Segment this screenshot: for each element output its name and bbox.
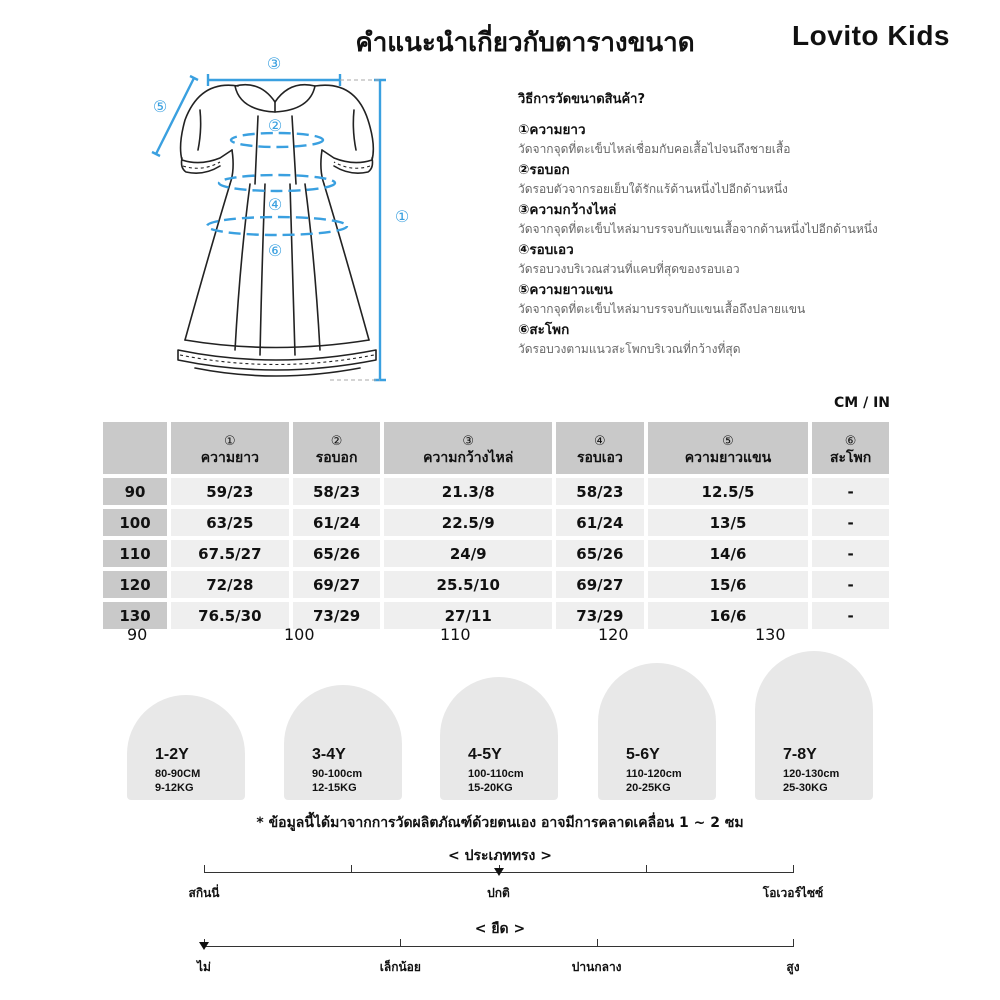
card-age: 3-4Y xyxy=(312,746,346,763)
guide-item-desc: วัดจากจุดที่ตะเข็บไหล่เชื่อมกับคอเสื้อไปจนถึงชายเสื้อ xyxy=(518,142,791,156)
guide-item-desc: วัดรอบตัวจากรอยเย็บใต้รักแร้ด้านหนึ่งไปอีกด้านหนึ่ง xyxy=(518,182,788,196)
table-row xyxy=(103,540,889,567)
card-size-number: 120 xyxy=(598,625,629,644)
table-cell: 67.5/27 xyxy=(171,540,289,567)
table-cell: 73/29 xyxy=(556,602,644,629)
card-weight: 15-20KG xyxy=(468,782,513,794)
brand-logo: Lovito Kids xyxy=(792,20,950,51)
scale-line xyxy=(204,946,793,947)
row-size-label: 120 xyxy=(103,571,167,598)
row-size-label: 90 xyxy=(103,478,167,505)
size-card xyxy=(598,625,716,800)
guide-item-title: ①ความยาว xyxy=(518,122,586,138)
card-age: 5-6Y xyxy=(626,746,660,763)
table-cell: 76.5/30 xyxy=(171,602,289,629)
table-cell: 15/6 xyxy=(648,571,809,598)
card-weight: 12-15KG xyxy=(312,782,357,794)
marker-6: ⑥ xyxy=(267,241,283,260)
scale-label: โอเวอร์ไซซ์ xyxy=(762,886,824,900)
size-table xyxy=(99,418,893,633)
card-shape xyxy=(440,677,558,800)
card-height: 90-100cm xyxy=(312,768,363,780)
size-card xyxy=(755,625,873,800)
disclaimer-note: * ข้อมูลนี้ได้มาจากการวัดผลิตภัณฑ์ด้วยตนเอง อาจมีการคลาดเคลื่อน 1 ~ 2 ซม xyxy=(256,815,744,831)
table-cell: - xyxy=(812,571,889,598)
table-cell: 73/29 xyxy=(293,602,381,629)
card-weight: 20-25KG xyxy=(626,782,671,794)
scale-tick xyxy=(351,865,352,873)
card-size-number: 90 xyxy=(127,625,148,644)
card-size-number: 110 xyxy=(440,625,471,644)
table-cell: - xyxy=(812,540,889,567)
table-cell: 69/27 xyxy=(556,571,644,598)
scale-tick xyxy=(400,939,401,947)
column-header: ⑥ สะโพก xyxy=(812,422,889,474)
table-cell: 69/27 xyxy=(293,571,381,598)
guide-item xyxy=(518,281,958,318)
guide-item xyxy=(518,161,958,198)
table-cell: 16/6 xyxy=(648,602,809,629)
table-cell: 63/25 xyxy=(171,509,289,536)
guide-item-title: ⑤ความยาวแขน xyxy=(518,282,613,298)
guide-item xyxy=(518,321,958,358)
measurement-guide xyxy=(518,88,958,361)
table-cell: - xyxy=(812,478,889,505)
unit-label: CM / IN xyxy=(834,395,890,411)
scale-label: ปานกลาง xyxy=(571,960,622,974)
card-weight: 25-30KG xyxy=(783,782,828,794)
column-header: ① ความยาว xyxy=(171,422,289,474)
guide-item-desc: วัดรอบวงบริเวณส่วนที่แคบที่สุดของรอบเอว xyxy=(518,262,740,276)
fit-scale-title: < ประเภททรง > xyxy=(448,848,552,864)
table-corner xyxy=(103,422,167,474)
card-age: 4-5Y xyxy=(468,746,502,763)
scale-tick xyxy=(204,865,205,873)
card-shape xyxy=(127,695,245,800)
table-cell: 61/24 xyxy=(556,509,644,536)
guide-item xyxy=(518,121,958,158)
column-header: ⑤ ความยาวแขน xyxy=(648,422,809,474)
scale-tick xyxy=(646,865,647,873)
page-title: คำแนะนำเกี่ยวกับตารางขนาด xyxy=(355,28,695,58)
scale-label: ปกติ xyxy=(487,886,510,900)
guide-item-desc: วัดจากจุดที่ตะเข็บไหล่มาบรรจบกับแขนเสื้อถึงปลายแขน xyxy=(518,302,806,316)
card-shape xyxy=(284,685,402,800)
scale-selected-marker xyxy=(494,868,504,876)
card-height: 120-130cm xyxy=(783,768,840,780)
table-cell: 14/6 xyxy=(648,540,809,567)
dress-diagram xyxy=(140,50,430,390)
scale-tick xyxy=(793,865,794,873)
card-height: 110-120cm xyxy=(626,768,682,780)
table-cell: 12.5/5 xyxy=(648,478,809,505)
column-header: ② รอบอก xyxy=(293,422,381,474)
stretch-scale-title: < ยืด > xyxy=(474,921,526,937)
guide-question: วิธีการวัดขนาดสินค้า? xyxy=(518,92,646,107)
table-cell: 65/26 xyxy=(556,540,644,567)
card-size-number: 100 xyxy=(284,625,315,644)
scale-label: ไม่ xyxy=(197,960,211,974)
table-row xyxy=(103,571,889,598)
row-size-label: 130 xyxy=(103,602,167,629)
row-size-label: 110 xyxy=(103,540,167,567)
card-height: 80-90CM xyxy=(155,768,201,780)
table-cell: 13/5 xyxy=(648,509,809,536)
table-cell: 58/23 xyxy=(556,478,644,505)
marker-2: ② xyxy=(267,116,283,135)
marker-3: ③ xyxy=(266,54,282,73)
table-row xyxy=(103,509,889,536)
table-cell: 25.5/10 xyxy=(384,571,552,598)
scale-label: สูง xyxy=(786,960,800,974)
table-cell: 65/26 xyxy=(293,540,381,567)
size-card xyxy=(127,625,245,800)
card-size-number: 130 xyxy=(755,625,786,644)
table-cell: 24/9 xyxy=(384,540,552,567)
guide-item xyxy=(518,201,958,238)
guide-item-title: ③ความกว้างไหล่ xyxy=(518,202,617,218)
guide-item-title: ⑥สะโพก xyxy=(518,322,570,338)
size-card xyxy=(440,625,558,800)
guide-item-desc: วัดจากจุดที่ตะเข็บไหล่มาบรรจบกับแขนเสื้อจากด้านหนึ่งไปอีกด้านหนึ่ง xyxy=(518,222,878,236)
marker-1: ① xyxy=(394,207,410,226)
card-age: 1-2Y xyxy=(155,746,189,763)
guide-item-desc: วัดรอบวงตามแนวสะโพกบริเวณที่กว้างที่สุด xyxy=(518,342,741,356)
column-header: ③ ความกว้างไหล่ xyxy=(384,422,552,474)
table-cell: 21.3/8 xyxy=(384,478,552,505)
size-cards xyxy=(0,625,1000,805)
table-cell: 27/11 xyxy=(384,602,552,629)
card-age: 7-8Y xyxy=(783,746,817,763)
scale-selected-marker xyxy=(199,942,209,950)
table-header-row xyxy=(103,422,889,474)
table-cell: 59/23 xyxy=(171,478,289,505)
card-shape xyxy=(755,651,873,800)
scale-tick xyxy=(597,939,598,947)
marker-5: ⑤ xyxy=(152,97,168,116)
guide-item-title: ④รอบเอว xyxy=(518,242,574,258)
card-weight: 9-12KG xyxy=(155,782,194,794)
card-shape xyxy=(598,663,716,800)
row-size-label: 100 xyxy=(103,509,167,536)
scale-tick xyxy=(793,939,794,947)
table-cell: 72/28 xyxy=(171,571,289,598)
column-header: ④ รอบเอว xyxy=(556,422,644,474)
card-height: 100-110cm xyxy=(468,768,524,780)
table-cell: 58/23 xyxy=(293,478,381,505)
dress-illustration xyxy=(140,50,430,390)
table-cell: - xyxy=(812,602,889,629)
table-cell: 22.5/9 xyxy=(384,509,552,536)
size-card xyxy=(284,625,402,800)
marker-4: ④ xyxy=(267,195,283,214)
guide-item-title: ②รอบอก xyxy=(518,162,570,178)
table-row xyxy=(103,478,889,505)
table-cell: 61/24 xyxy=(293,509,381,536)
guide-item xyxy=(518,241,958,278)
scale-label: เล็กน้อย xyxy=(379,960,421,974)
table-cell: - xyxy=(812,509,889,536)
scale-label: สกินนี่ xyxy=(188,886,220,900)
